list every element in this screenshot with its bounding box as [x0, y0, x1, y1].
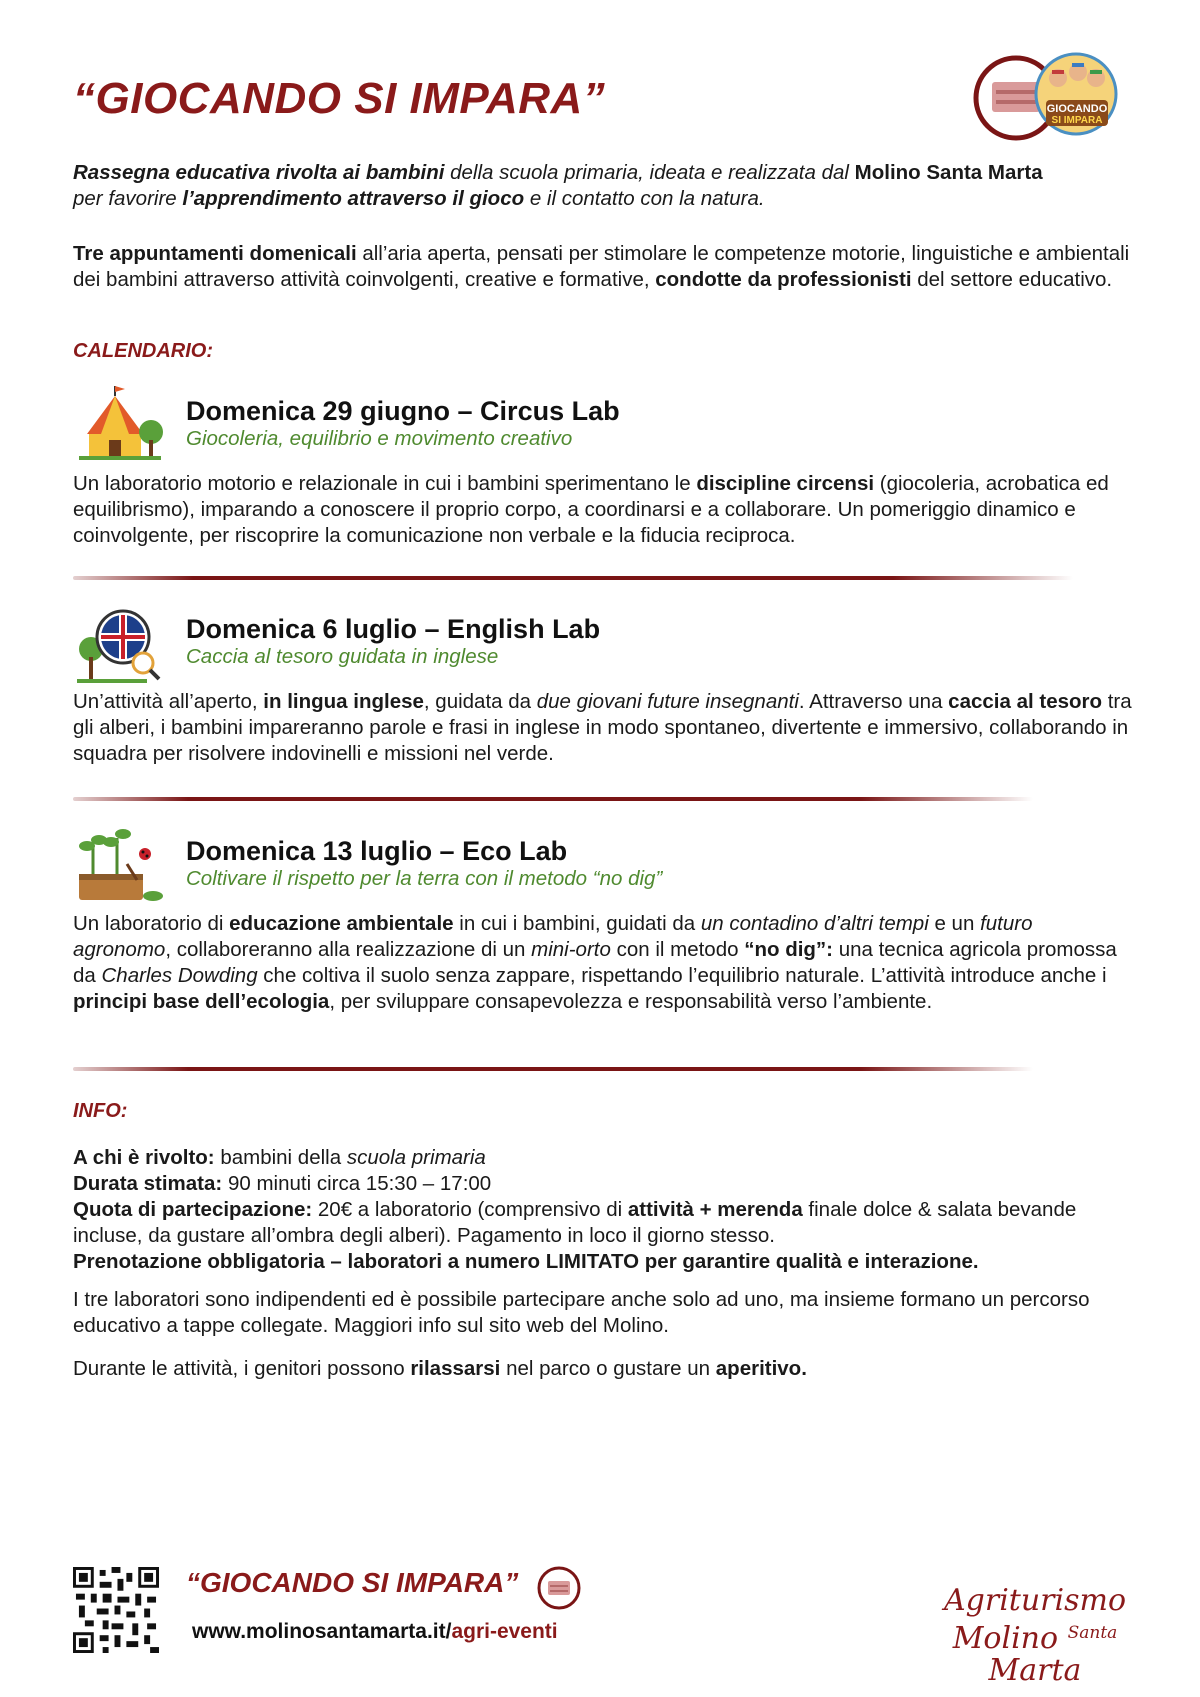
divider	[73, 797, 1033, 801]
event-description-eco: Un laboratorio di educazione ambientale in cui i bambini, guidati da un contadino d’altri tempi e un futuro agronomo, collaboreranno alla realizzazione di un mini-orto con il metodo “no dig”: una tecnica agricola promossa da Charles Dowding che coltiva il suolo senza zappare, rispettando l’equilibrio naturale. L’attività introduce anche i principi base dell’ecologia, per sviluppare consapevolezza e responsabilità verso l’ambiente.	[73, 912, 1117, 1013]
event-subtitle-english: Caccia al tesoro guidata in inglese	[186, 645, 499, 668]
info-target: A chi è rivolto: bambini della scuola primaria	[73, 1146, 486, 1169]
brand-line-1: Agriturismo	[943, 1583, 1127, 1618]
page-title: “GIOCANDO SI IMPARA”	[73, 74, 606, 123]
event-title-circus: Domenica 29 giugno – Circus Lab	[186, 396, 620, 426]
brand-logo	[910, 1585, 1160, 1687]
info-booking: Prenotazione obbligatoria – laboratori a numero LIMITATO per garantire qualità e interazione.	[73, 1250, 979, 1273]
molino-logo-icon	[536, 1565, 582, 1611]
logo-text-2: SI IMPARA	[1051, 115, 1103, 126]
event-title-eco: Domenica 13 luglio – Eco Lab	[186, 836, 568, 866]
english-magnifier-icon	[73, 605, 165, 691]
info-fee: Quota di partecipazione: 20€ a laboratorio (comprensivo di attività + merenda finale dolce & salata bevande incluse, da gustare all’ombra degli alberi). Pagamento in loco il giorno stesso.	[73, 1198, 1077, 1247]
intro-paragraph-1: Rassegna educativa rivolta ai bambini della scuola primaria, ideata e realizzata dal Molino Santa Marta per favorire l’apprendimento attraverso il gioco e il contatto con la natura.	[73, 161, 1043, 210]
footer-title: “GIOCANDO SI IMPARA”	[186, 1567, 519, 1598]
event-description-circus: Un laboratorio motorio e relazionale in cui i bambini sperimentano le discipline circensi (giocoleria, acrobatica ed equilibrismo), imparando a conoscere il proprio corpo, a coordinarsi e a collaborare. Un pomeriggio dinamico e coinvolgente, per riscoprire la comunicazione non verbale e la fiducia reciproca.	[73, 472, 1109, 547]
footer-website-link[interactable]: www.molinosantamarta.it/agri-eventi	[192, 1620, 558, 1643]
info-block	[73, 1145, 1133, 1275]
circus-tent-icon	[73, 382, 165, 468]
divider	[73, 576, 1073, 580]
event-title-english: Domenica 6 luglio – English Lab	[186, 614, 601, 644]
logo-text-1: GIOCANDO	[1046, 103, 1108, 115]
info-duration: Durata stimata: 90 minuti circa 15:30 – 17:00	[73, 1172, 492, 1195]
qr-code-icon[interactable]	[73, 1567, 159, 1653]
brand-line-2: Molino $^{Santa}$ Marta	[952, 1621, 1118, 1688]
calendar-label: CALENDARIO:	[73, 340, 213, 362]
event-description-english: Un’attività all’aperto, in lingua inglese, guidata da due giovani future insegnanti. Attraverso una caccia al tesoro tra gli alberi, i bambini impareranno parole e frasi in inglese in modo spontaneo, divertente e immersivo, collaborando in squadra per risolvere indovinelli e missioni nel verde.	[73, 690, 1132, 765]
event-subtitle-circus: Giocoleria, equilibrio e movimento creativo	[186, 427, 573, 450]
giocando-logo-icon	[966, 50, 1126, 146]
info-label: INFO:	[73, 1100, 128, 1122]
garden-seedling-icon	[73, 824, 165, 910]
info-note: I tre laboratori sono indipendenti ed è possibile partecipare anche solo ad uno, ma insieme formano un percorso educativo a tappe collegate. Maggiori info sul sito web del Molino.	[73, 1288, 1090, 1337]
divider	[73, 1067, 1033, 1071]
intro-paragraph-2: Tre appuntamenti domenicali all’aria aperta, pensati per stimolare le competenze motorie, linguistiche e ambientali dei bambini attraverso attività coinvolgenti, creative e formative, condotte da professionisti del settore educativo.	[73, 242, 1130, 291]
event-subtitle-eco: Coltivare il rispetto per la terra con il metodo “no dig”	[186, 867, 663, 890]
info-parents: Durante le attività, i genitori possono rilassarsi nel parco o gustare un aperitivo.	[73, 1357, 807, 1380]
